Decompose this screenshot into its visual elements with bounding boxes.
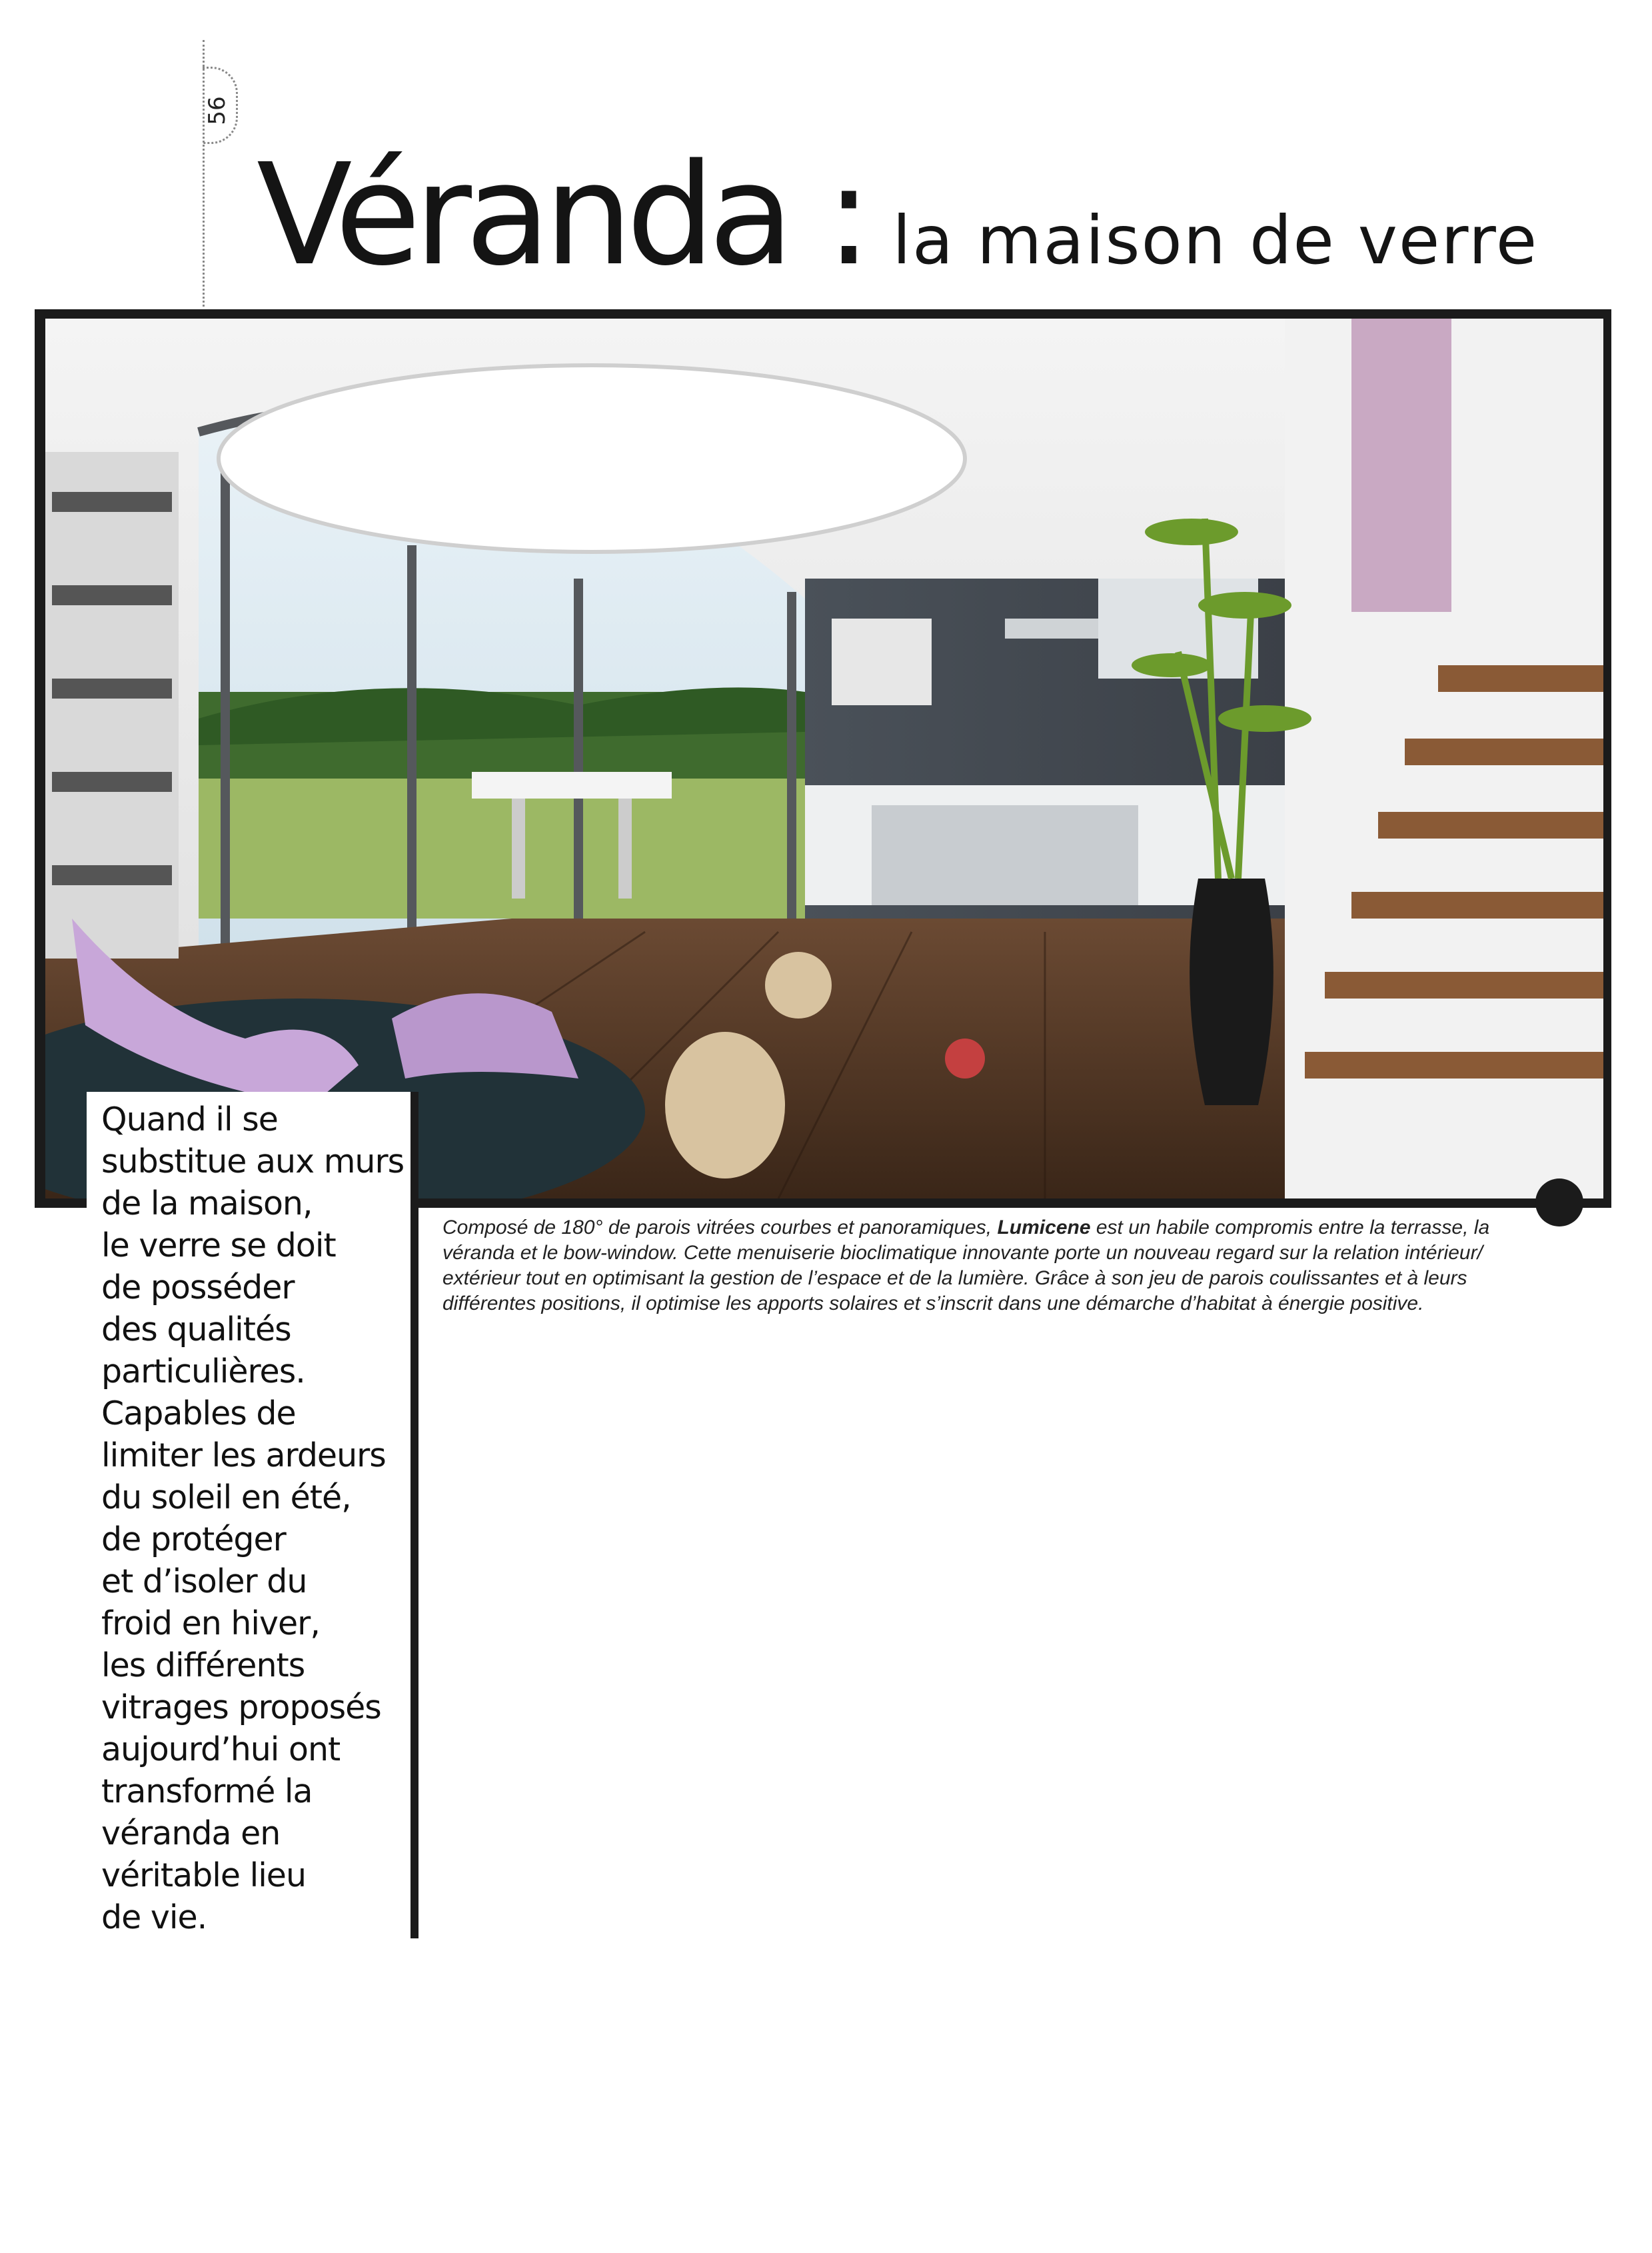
veranda-illustration <box>45 319 1603 1198</box>
title-subtitle: la maison de verre <box>892 201 1539 279</box>
photo-caption <box>442 1215 1502 1316</box>
caption-part-2: est un habile compromis entre la terrasse, la véranda et le bow-window. Cette menuiserie bioclimatique innovante porte un nouveau regard sur la relation intérieur/ extérieur tout en optimisant la gestion de l’espace et de la lumière. Grâce à son jeu de parois coulissantes et à leurs différentes positions, il optimise les apports solaires et s’inscrit dans une démarche d’habitat à énergie positive. <box>442 1216 1490 1314</box>
page-number: 56 <box>204 96 231 125</box>
title-main: Véranda : <box>257 133 866 297</box>
veranda-photo <box>45 319 1603 1198</box>
caption-part-1: Composé de 180° de parois vitrées courbes et panoramiques, <box>442 1216 998 1238</box>
caption-brand: Lumicene <box>997 1216 1091 1238</box>
page-title <box>257 133 1538 297</box>
pull-quote: Quand il se substitue aux murs de la maison, le verre se doit de posséder des qualités particulières. Capables de limiter les ardeurs du soleil en été, de protéger et d’isoler du froid en hiver, les différents vitrages proposés aujourd’hui ont transformé la véranda en véritable lieu de vie. <box>101 1101 405 1936</box>
frame-corner-dot <box>1535 1178 1583 1226</box>
